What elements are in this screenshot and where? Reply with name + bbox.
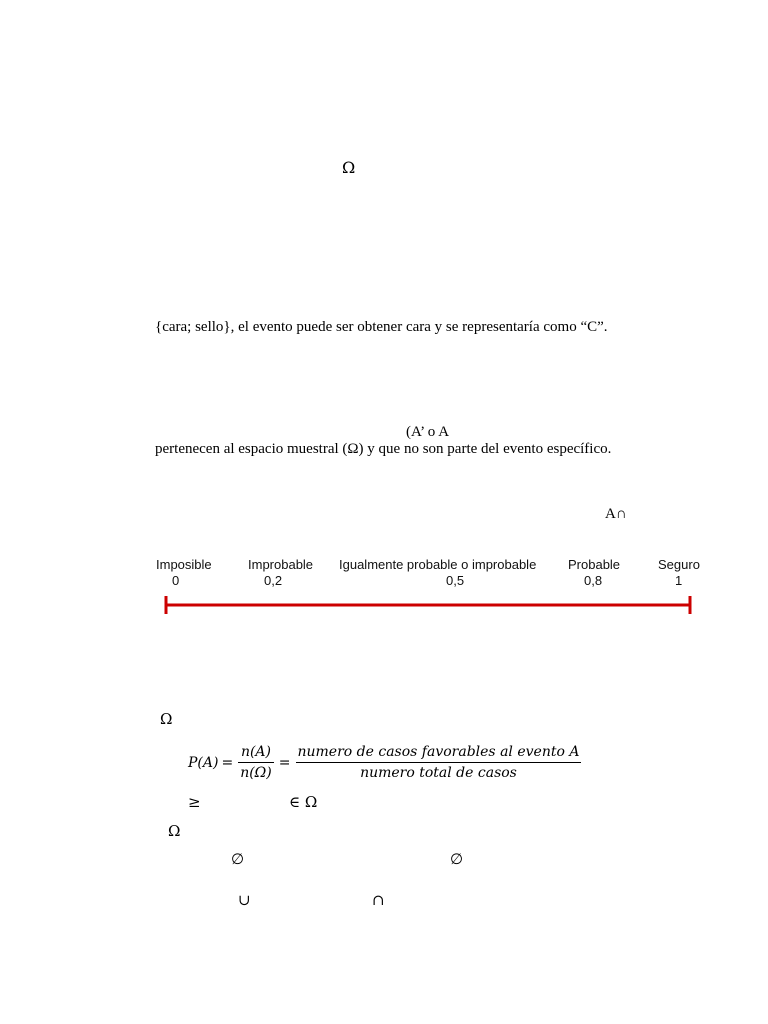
probability-formula — [188, 742, 583, 783]
complement-notation-fragment: (A’ o A — [406, 424, 450, 440]
formula-fraction-words — [296, 742, 582, 783]
scale-value-1: 1 — [675, 573, 683, 588]
formula-frac2-denominator: numero total de casos — [360, 765, 517, 781]
union-symbol: ∪ — [238, 891, 251, 909]
element-of-omega: ∈ Ω — [289, 793, 318, 811]
omega-symbol-mid: Ω — [160, 710, 173, 728]
formula-equals-1: = — [221, 754, 234, 771]
scale-label-probable: Probable — [568, 557, 621, 572]
omega-symbol-low: Ω — [168, 822, 181, 840]
scale-value-0-5: 0,5 — [446, 573, 465, 588]
formula-lhs: P(A) — [188, 754, 219, 771]
empty-set-symbol-1: ∅ — [231, 850, 245, 868]
scale-label-imposible: Imposible — [156, 557, 212, 572]
scale-line — [160, 592, 696, 618]
geq-symbol: ≥ — [188, 793, 201, 811]
formula-equals-2: = — [278, 754, 291, 771]
scale-label-seguro: Seguro — [658, 557, 700, 572]
formula-frac2-numerator: numero de casos favorables al evento A — [297, 744, 580, 760]
intersection-notation-fragment: A∩ — [605, 506, 627, 522]
scale-label-igualmente: Igualmente probable o improbable — [339, 557, 537, 572]
omega-symbol-top: Ω — [342, 158, 356, 177]
scale-value-0-8: 0,8 — [584, 573, 603, 588]
formula-fraction-counts — [238, 742, 274, 783]
sample-space-example-text: {cara; sello}, el evento puede ser obtener cara y se representaría como “C”. — [155, 319, 608, 335]
empty-set-symbol-2: ∅ — [450, 850, 464, 868]
complement-definition-text: pertenecen al espacio muestral (Ω) y que no son parte del evento específico. — [155, 441, 612, 457]
scale-value-0: 0 — [172, 573, 180, 588]
formula-frac1-numerator: n(A) — [240, 744, 272, 760]
formula-frac1-denominator: n(Ω) — [240, 765, 272, 781]
scale-label-improbable: Improbable — [248, 557, 314, 572]
intersection-symbol: ∩ — [372, 891, 385, 909]
scale-value-0-2: 0,2 — [264, 573, 283, 588]
